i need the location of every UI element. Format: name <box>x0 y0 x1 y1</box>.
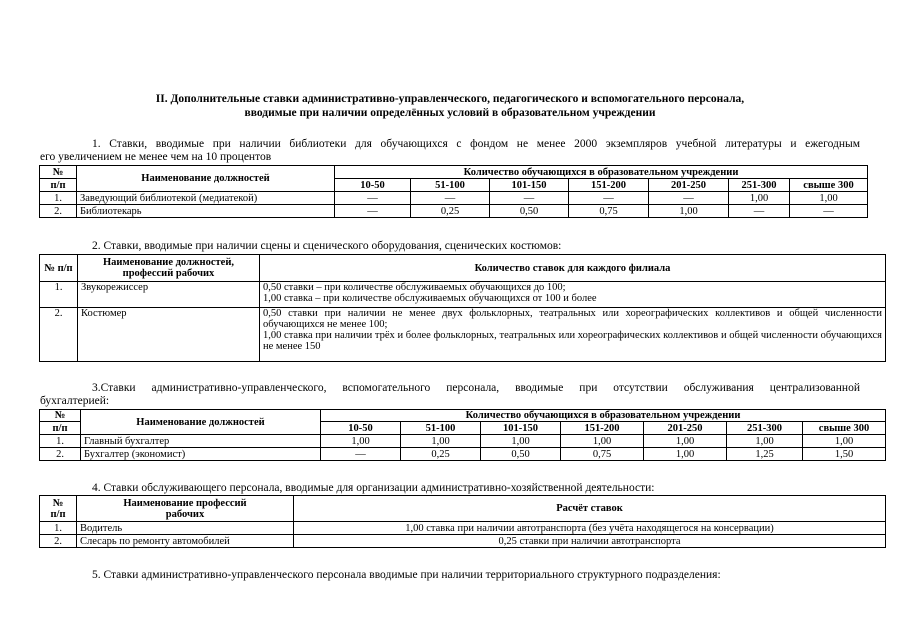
table-row <box>40 435 886 448</box>
rate-value: — <box>569 192 649 205</box>
table-2-header-position-line-1: Наименование должностей, <box>102 257 234 268</box>
table-3-header-student-count: Количество обучающихся в образовательном учреждении <box>321 410 886 422</box>
table-3-header-number-1: № <box>40 410 81 422</box>
paragraph-4: 4. Ставки обслуживающего персонала, вводимые для организации административно-хозяйственной деятельности: <box>92 482 655 494</box>
paragraph-3-line-1: 3.Ставки административно-управленческого, вспомогательного персонала, вводимые при отсутствии обслуживания централизованной <box>92 382 860 394</box>
rate-value: — <box>790 205 868 218</box>
rate-line: 0,50 ставки – при количестве обслуживаемых обучающихся до 100; <box>263 282 566 293</box>
rate-value: 1,00 <box>481 435 561 448</box>
rate-value: — <box>411 192 490 205</box>
rate-value: — <box>649 192 729 205</box>
rate-value: 0,25 <box>411 205 490 218</box>
table-4-header-number-line-2: п/п <box>50 508 66 520</box>
table-1-header-position: Наименование должностей <box>77 166 335 192</box>
row-number: 1. <box>40 522 77 535</box>
paragraph-3-line-2: бухгалтерией: <box>40 395 110 407</box>
table-2-header-rate-count: Количество ставок для каждого филиала <box>260 255 886 282</box>
rate-description <box>260 308 886 362</box>
rate-value: — <box>490 192 569 205</box>
paragraph-2: 2. Ставки, вводимые при наличии сцены и сценического оборудования, сценических костюмов: <box>92 240 562 252</box>
table-2-header-number: № п/п <box>40 255 78 282</box>
paragraph-1-line-2: его увеличением не менее чем на 10 процентов <box>40 151 272 163</box>
rate-value: 1,00 <box>649 205 729 218</box>
section-title <box>40 92 860 120</box>
table-row <box>40 522 886 535</box>
table-row <box>40 192 868 205</box>
table-3-col-header: 201-250 <box>644 422 727 435</box>
table-1-col-header: 101-150 <box>490 179 569 192</box>
table-3-header-position: Наименование должностей <box>81 410 321 435</box>
rate-value: — <box>729 205 790 218</box>
row-number: 2. <box>40 448 81 461</box>
row-number: 2. <box>40 535 77 548</box>
table-1-col-header: 10-50 <box>335 179 411 192</box>
rate-value: 0,50 <box>490 205 569 218</box>
table-3-col-header: 10-50 <box>321 422 401 435</box>
table-4-header-profession-line-1: Наименование профессий <box>123 497 247 509</box>
paragraph-5: 5. Ставки административно-управленческого персонала вводимые при наличии территориального структурного подразделения: <box>92 569 721 581</box>
rate-value: — <box>335 192 411 205</box>
rate-value: 1,00 <box>644 448 727 461</box>
position-name: Бухгалтер (экономист) <box>81 448 321 461</box>
table-row <box>40 448 886 461</box>
table-3-col-header: 151-200 <box>561 422 644 435</box>
rate-value: — <box>321 448 401 461</box>
profession-name: Водитель <box>77 522 294 535</box>
table-3-col-header: свыше 300 <box>803 422 886 435</box>
rate-value: 1,00 <box>401 435 481 448</box>
table-2-header-position <box>78 255 260 282</box>
position-name: Звукорежиссер <box>78 282 260 308</box>
row-number: 2. <box>40 308 78 362</box>
rate-description <box>260 282 886 308</box>
table-3-col-header: 51-100 <box>401 422 481 435</box>
table-row <box>40 535 886 548</box>
table-4-header-calculation: Расчёт ставок <box>294 496 886 522</box>
rate-value: 0,50 <box>481 448 561 461</box>
table-1-col-header: 201-250 <box>649 179 729 192</box>
table-row <box>40 308 886 362</box>
table-1-header-student-count: Количество обучающихся в образовательном учреждении <box>335 166 868 179</box>
table-4-header-profession-line-2: рабочих <box>165 508 205 520</box>
accounting-staff-table <box>39 409 886 461</box>
row-number: 1. <box>40 192 77 205</box>
table-1-col-header: 51-100 <box>411 179 490 192</box>
service-staff-table <box>39 495 886 548</box>
table-1-col-header: 151-200 <box>569 179 649 192</box>
table-3-col-header: 101-150 <box>481 422 561 435</box>
stage-staff-table <box>39 254 886 362</box>
library-staff-table <box>39 165 868 218</box>
rate-value: 1,00 <box>644 435 727 448</box>
rate-value: — <box>335 205 411 218</box>
table-4-header-number <box>40 496 77 522</box>
position-name: Заведующий библиотекой (медиатекой) <box>77 192 335 205</box>
table-3-col-header: 251-300 <box>727 422 803 435</box>
table-row <box>40 282 886 308</box>
rate-value: 0,75 <box>561 448 644 461</box>
rate-value: 1,00 <box>790 192 868 205</box>
rate-value: 0,75 <box>569 205 649 218</box>
position-name: Библиотекарь <box>77 205 335 218</box>
position-name: Главный бухгалтер <box>81 435 321 448</box>
rate-value: 0,25 <box>401 448 481 461</box>
rate-value: 1,00 <box>803 435 886 448</box>
section-title-line-2: вводимые при наличии определённых условий в образовательном учреждении <box>244 107 656 119</box>
table-3-header-number-2: п/п <box>40 422 81 435</box>
rate-line: 1,00 ставка при наличии трёх и более фольклорных, театральных или хореографических коллективов и общей численности обучающихся не менее 150 <box>263 330 882 352</box>
position-name: Костюмер <box>78 308 260 362</box>
profession-name: Слесарь по ремонту автомобилей <box>77 535 294 548</box>
rate-line: 1,00 ставка – при количестве обслуживаемых обучающихся от 100 и более <box>263 293 597 304</box>
row-number: 1. <box>40 282 78 308</box>
table-row <box>40 205 868 218</box>
table-1-header-number-2: п/п <box>40 179 77 192</box>
rate-calculation: 0,25 ставки при наличии автотранспорта <box>294 535 886 548</box>
paragraph-1-line-1: 1. Ставки, вводимые при наличии библиотеки для обучающихся с фондом не менее 2000 экземпляров учебной литературы и ежегодным <box>92 138 860 150</box>
rate-value: 1,50 <box>803 448 886 461</box>
table-2-header-position-line-2: профессий рабочих <box>122 268 215 279</box>
table-4-header-profession <box>77 496 294 522</box>
rate-value: 1,00 <box>561 435 644 448</box>
table-1-col-header: 251-300 <box>729 179 790 192</box>
table-4-header-number-line-1: № <box>52 497 64 509</box>
rate-line: 0,50 ставки при наличии не менее двух фольклорных, театральных или хореографических коллективов и общей численности обучающихся не менее 100; <box>263 308 882 330</box>
rate-calculation: 1,00 ставка при наличии автотранспорта (без учёта находящегося на консервации) <box>294 522 886 535</box>
section-title-line-1: II. Дополнительные ставки административно-управленческого, педагогического и вспомогательного персонала, <box>155 93 745 105</box>
rate-value: 1,25 <box>727 448 803 461</box>
rate-value: 1,00 <box>729 192 790 205</box>
row-number: 1. <box>40 435 81 448</box>
row-number: 2. <box>40 205 77 218</box>
rate-value: 1,00 <box>727 435 803 448</box>
table-1-col-header: свыше 300 <box>790 179 868 192</box>
rate-value: 1,00 <box>321 435 401 448</box>
table-1-header-number-1: № <box>40 166 77 179</box>
